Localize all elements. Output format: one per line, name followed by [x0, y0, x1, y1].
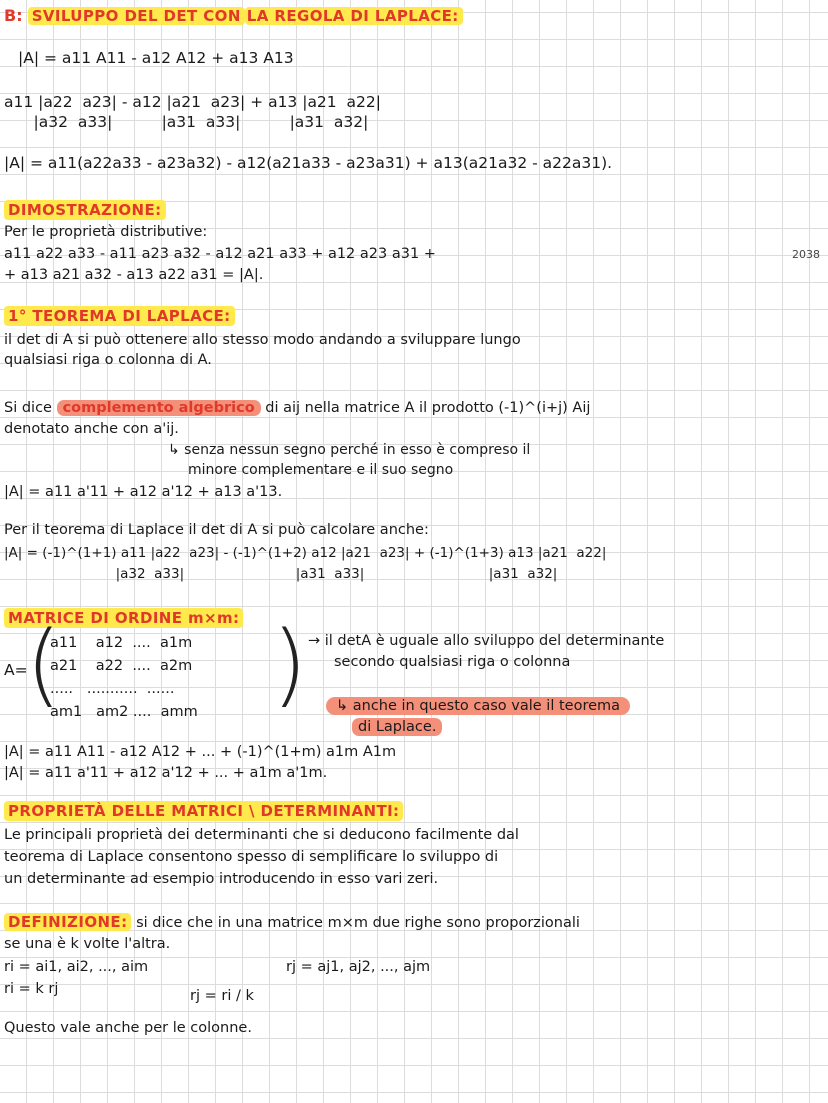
- determinant-full-expansion: |A| = a11(a22a33 - a23a32) - a12(a21a33 - a23a31) + a13(a21a32 - a22a31).: [4, 154, 613, 172]
- row-j-ratio-formula: rj = ri / k: [190, 988, 254, 1004]
- matrix-order-heading: MATRICE DI ORDINE m×m:: [4, 608, 243, 628]
- definition-line-1: [4, 912, 580, 933]
- matrix-row-2: a21 a22 .... a2m: [50, 658, 193, 674]
- cofactor-definition-rest: di aij nella matrice A il prodotto (-1)^(i+j) Aij: [265, 400, 591, 416]
- matrix-side-highlight-2: di Laplace.: [352, 718, 442, 736]
- laplace-line-2: qualsiasi riga o colonna di A.: [4, 352, 212, 368]
- row-i-definition: ri = ai1, ai2, ..., aim: [4, 959, 149, 975]
- section-b-prefix: B:: [4, 6, 23, 25]
- definition-heading: DEFINIZIONE:: [4, 913, 131, 931]
- dimostrazione-line-2: a11 a22 a33 - a11 a23 a32 - a12 a21 a33 + a12 a23 a31 +: [4, 246, 436, 262]
- laplace-calc-row2: |a32 a33| |a31 a33| |a31 a32|: [4, 566, 558, 582]
- cofactor-term-highlight: complemento algebrico: [57, 400, 261, 416]
- row-j-definition: rj = aj1, aj2, ..., ajm: [286, 959, 431, 975]
- cofactor-note-2: minore complementare e il suo segno: [188, 462, 454, 478]
- dimostrazione-line-1: Per le proprietà distributive:: [4, 224, 208, 240]
- cofactor-sum-formula: |A| = a11 a'11 + a12 a'12 + a13 a'13.: [4, 484, 283, 500]
- matrix-side-line-1: → il detA è uguale allo sviluppo del determinante: [308, 633, 665, 649]
- matrix-row-3: ..... ........... ......: [50, 681, 175, 697]
- laplace-theorem-heading: 1° TEOREMA DI LAPLACE:: [4, 306, 235, 326]
- definition-line-2: se una è k volte l'altra.: [4, 936, 171, 952]
- cofactor-definition-lead: Si dice: [4, 400, 52, 416]
- matrix-label: A=: [4, 661, 28, 679]
- dimostrazione-line-3: + a13 a21 a32 - a13 a22 a31 = |A|.: [4, 267, 264, 283]
- matrix-left-paren: (: [26, 612, 62, 717]
- row-proportion-formula: ri = k rj: [4, 981, 59, 997]
- properties-line-2: teorema di Laplace consentono spesso di semplificare lo sviluppo di: [4, 849, 499, 865]
- cofactor-notation-line: denotato anche con a'ij.: [4, 421, 179, 437]
- properties-line-1: Le principali proprietà dei determinanti che si deducono facilmente dal: [4, 827, 519, 843]
- cofactor-definition-line: [4, 398, 590, 418]
- properties-heading: PROPRIETÀ DELLE MATRICI \ DETERMINANTI:: [4, 801, 403, 821]
- cofactor-expansion-row1: a11 |a22 a23| - a12 |a21 a23| + a13 |a21 a22|: [4, 93, 381, 111]
- matrix-row-1: a11 a12 .... a1m: [50, 635, 193, 651]
- laplace-line-1: il det di A si può ottenere allo stesso modo andando a sviluppare lungo: [4, 332, 521, 348]
- matrix-side-line-4: [352, 717, 442, 737]
- matrix-right-paren: ): [272, 612, 308, 717]
- dimostrazione-side-note: 2038: [792, 248, 820, 261]
- cofactor-note-1: ↳ senza nessun segno perché in esso è compreso il: [168, 442, 531, 458]
- columns-note: Questo vale anche per le colonne.: [4, 1020, 252, 1036]
- section-b-title-b: LA REGOLA DI LAPLACE:: [245, 7, 463, 25]
- matrix-formula-2: |A| = a11 a'11 + a12 a'12 + ... + a1m a'1m.: [4, 765, 328, 781]
- section-b-heading: [4, 6, 463, 26]
- laplace-calc-row1: |A| = (-1)^(1+1) a11 |a22 a23| - (-1)^(1+2) a12 |a21 a23| + (-1)^(1+3) a13 |a21 a22|: [4, 545, 607, 561]
- matrix-side-line-2: secondo qualsiasi riga o colonna: [334, 654, 571, 670]
- matrix-side-line-3: [326, 696, 630, 716]
- section-b-title-a: SVILUPPO DEL DET CON: [28, 7, 245, 25]
- determinant-formula: |A| = a11 A11 - a12 A12 + a13 A13: [18, 49, 294, 67]
- definition-text: si dice che in una matrice m×m due righe sono proporzionali: [136, 915, 580, 931]
- cofactor-expansion-row2: |a32 a33| |a31 a33| |a31 a32|: [4, 113, 369, 131]
- matrix-row-4: am1 am2 .... amm: [50, 704, 198, 720]
- properties-line-3: un determinante ad esempio introducendo in esso vari zeri.: [4, 871, 439, 887]
- laplace-calc-intro: Per il teorema di Laplace il det di A si può calcolare anche:: [4, 522, 429, 538]
- matrix-formula-1: |A| = a11 A11 - a12 A12 + ... + (-1)^(1+m) a1m A1m: [4, 744, 397, 760]
- matrix-side-highlight: ↳ anche in questo caso vale il teorema: [326, 697, 630, 715]
- dimostrazione-heading: DIMOSTRAZIONE:: [4, 200, 166, 220]
